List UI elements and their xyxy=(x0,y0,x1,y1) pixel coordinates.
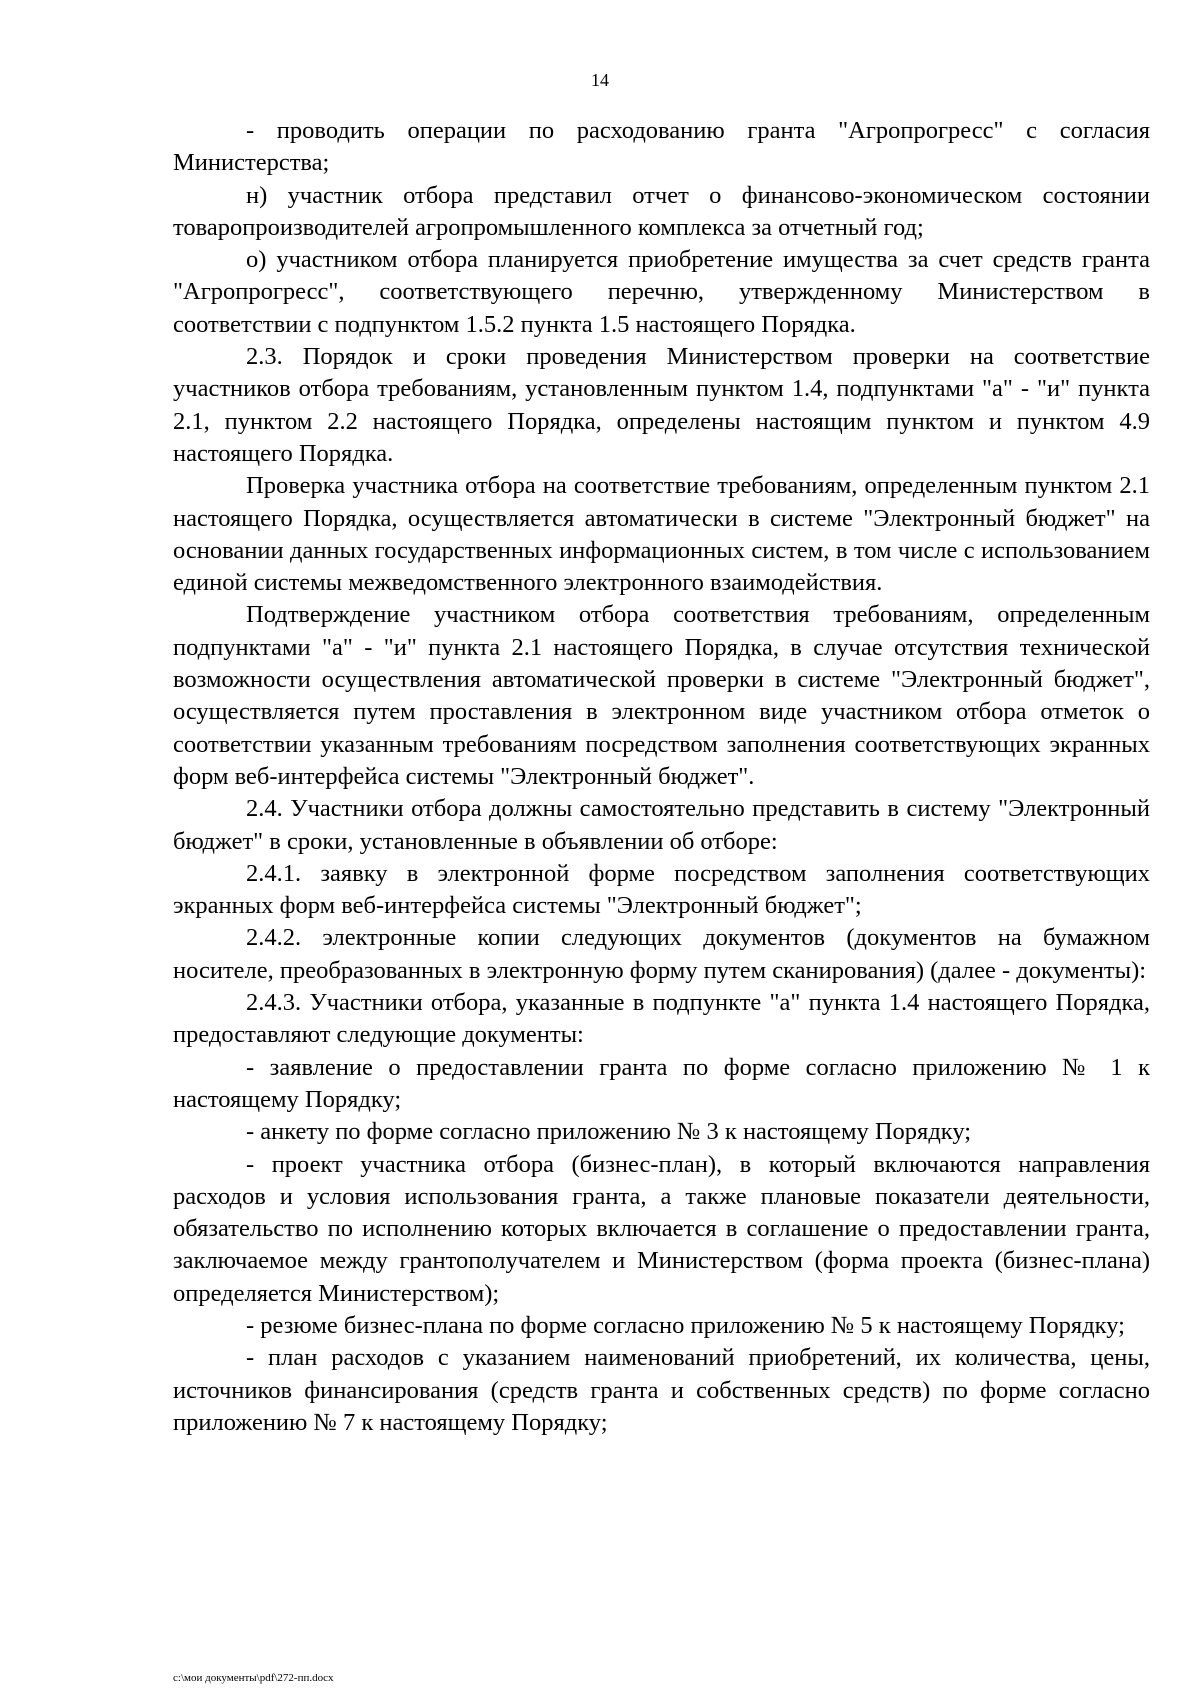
paragraph: 2.4. Участники отбора должны самостоятельно представить в систему "Электронный бюджет" в сроки, установленные в объявлении об отборе: xyxy=(173,795,1150,855)
paragraph: 2.4.2. электронные копии следующих документов (документов на бумажном носителе, преобразованных в электронную форму путем сканирования) (далее - документы): xyxy=(173,924,1150,984)
paragraph: Проверка участника отбора на соответствие требованиям, определенным пунктом 2.1 настоящего Порядка, осуществляется автоматически в системе "Электронный бюджет" на основании данных государственных информационных систем, в том числе с использованием единой системы межведомственного электронного взаимодействия. xyxy=(173,472,1150,597)
footer-file-path: c:\мои документы\pdf\272-пп.docx xyxy=(173,1672,334,1684)
paragraph: 2.3. Порядок и сроки проведения Министерством проверки на соответствие участников отбора требованиям, установленным пунктом 1.4, подпунктами "а" - "и" пункта 2.1, пунктом 2.2 настоящего Порядка, определены настоящим пунктом и пунктом 4.9 настоящего Порядка. xyxy=(173,343,1150,467)
document-body xyxy=(173,115,1150,1439)
paragraph: Подтверждение участником отбора соответствия требованиям, определенным подпунктами "а" - "и" пункта 2.1 настоящего Порядка, в случае отсутствия технической возможности осуществления автоматической проверки в системе "Электронный бюджет", осуществляется путем проставления в электронном виде участником отбора отметок о соответствии указанным требованиям посредством заполнения соответствующих экранных форм веб-интерфейса системы "Электронный бюджет". xyxy=(173,601,1150,790)
paragraph: н) участник отбора представил отчет о финансово-экономическом состоянии товаропроизводителей агропромышленного комплекса за отчетный год; xyxy=(173,181,1150,241)
paragraph: - резюме бизнес-плана по форме согласно приложению № 5 к настоящему Порядку; xyxy=(246,1311,1125,1339)
paragraph: - проект участника отбора (бизнес-план), в который включаются направления расходов и условия использования гранта, а также плановые показатели деятельности, обязательство по исполнению которых включается в соглашение о предоставлении гранта, заключаемое между грантополучателем и Министерством (форма проекта (бизнес-плана) определяется Министерством); xyxy=(173,1150,1150,1307)
paragraph: 2.4.3. Участники отбора, указанные в подпункте "а" пункта 1.4 настоящего Порядка, предоставляют следующие документы: xyxy=(173,989,1150,1049)
paragraph: - проводить операции по расходованию гранта "Агропрогресс" с согласия Министерства; xyxy=(173,117,1150,177)
paragraph: 2.4.1. заявку в электронной форме посредством заполнения соответствующих экранных форм веб-интерфейса системы "Электронный бюджет"; xyxy=(173,859,1150,920)
page-number: 14 xyxy=(591,70,609,90)
paragraph: о) участником отбора планируется приобретение имущества за счет средств гранта "Агропрогресс", соответствующего перечню, утвержденному Министерством в соответствии с подпунктом 1.5.2 пункта 1.5 настоящего Порядка. xyxy=(173,246,1150,338)
paragraph: - анкету по форме согласно приложению № 3 к настоящему Порядку; xyxy=(246,1118,972,1146)
paragraph: - заявление о предоставлении гранта по форме согласно приложению № 1 к настоящему Порядку; xyxy=(173,1053,1150,1113)
paragraph: - план расходов с указанием наименований приобретений, их количества, цены, источников финансирования (средств гранта и собственных средств) по форме согласно приложению № 7 к настоящему Порядку; xyxy=(173,1344,1150,1436)
